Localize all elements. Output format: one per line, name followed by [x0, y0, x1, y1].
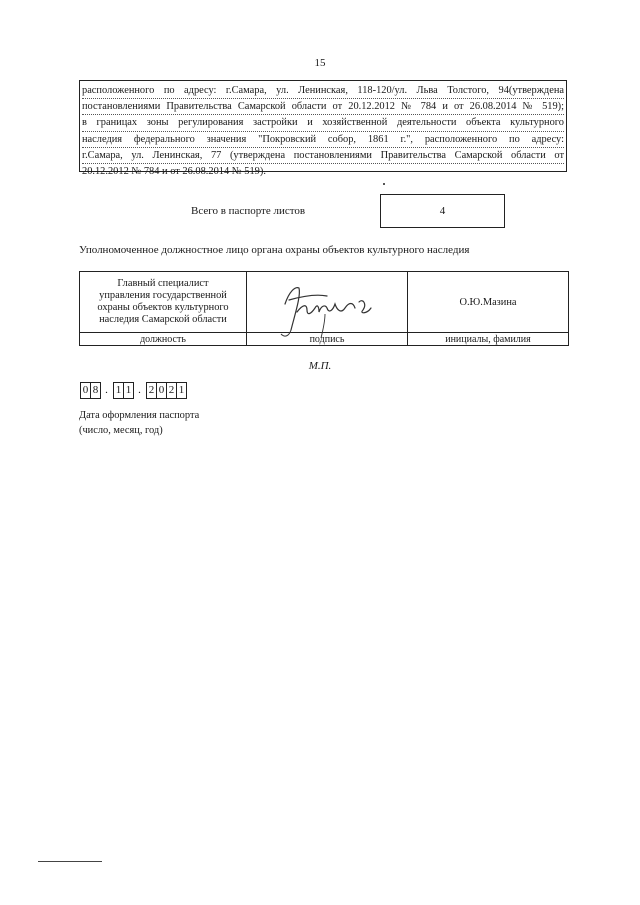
handwritten-signature — [255, 274, 395, 348]
date-separator: . — [105, 383, 108, 396]
sheets-count-label: Всего в паспорте листов — [191, 205, 306, 217]
date-year-digit-2: 0 — [156, 382, 167, 399]
stamp-place-label: М.П. — [308, 360, 332, 372]
date-year-digit-4: 1 — [176, 382, 187, 399]
signature-table — [79, 271, 569, 346]
date-month-digit-2: 1 — [123, 382, 134, 399]
name-caption: инициалы, фамилия — [408, 333, 569, 346]
position-cell — [80, 272, 247, 333]
date-caption-line-1: Дата оформления паспорта — [79, 410, 200, 421]
text-line-5: г.Самара, ул. Ленинская, 77 (утверждена постановлениями Правительства Самарской области от — [82, 148, 564, 164]
text-line-3: в границах зоны регулирования застройки и хозяйственной деятельности объекта культурного — [82, 115, 564, 131]
authorized-person-heading: Уполномоченное должностное лицо органа охраны объектов культурного наследия — [79, 244, 470, 256]
date-separator: . — [138, 383, 141, 396]
date-caption — [79, 408, 199, 438]
position-line-2: управления государственной — [99, 290, 227, 301]
text-line-4: наследия федерального значения "Покровский собор, 1861 г.", расположенного по адресу: — [82, 132, 564, 148]
date-day-digit-1: 0 — [80, 382, 91, 399]
position-line-1: Главный специалист — [117, 278, 209, 289]
position-line-3: охраны объектов культурного — [97, 302, 229, 313]
date-month — [113, 382, 133, 399]
date-boxes — [80, 378, 186, 402]
date-month-digit-1: 1 — [113, 382, 124, 399]
date-day-digit-2: 8 — [90, 382, 101, 399]
text-line-6: 20.12.2012 № 784 и от 26.08.2014 № 519). — [82, 166, 266, 178]
scan-dot — [383, 183, 385, 185]
date-day — [80, 382, 100, 399]
sheets-count-value: 4 — [380, 194, 505, 228]
footer-divider — [38, 861, 102, 862]
date-caption-line-2: (число, месяц, год) — [79, 425, 163, 436]
date-year-digit-3: 2 — [166, 382, 177, 399]
zone-description-box — [79, 80, 567, 178]
date-year-digit-1: 2 — [146, 382, 157, 399]
text-line-2: постановлениями Правительства Самарской области от 20.12.2012 № 784 и от 26.08.2014 № 519); — [82, 99, 564, 115]
text-line-1: расположенного по адресу: г.Самара, ул. Ленинская, 118-120/ул. Льва Толстого, 94(утверждена — [82, 83, 564, 99]
signature-cell — [247, 272, 408, 333]
position-caption: должность — [80, 333, 247, 346]
position-line-4: наследия Самарской области — [99, 314, 227, 325]
signature-caption: подпись — [247, 333, 408, 346]
date-year — [146, 382, 186, 399]
page-number: 15 — [314, 57, 326, 69]
name-cell: О.Ю.Мазина — [408, 272, 569, 333]
